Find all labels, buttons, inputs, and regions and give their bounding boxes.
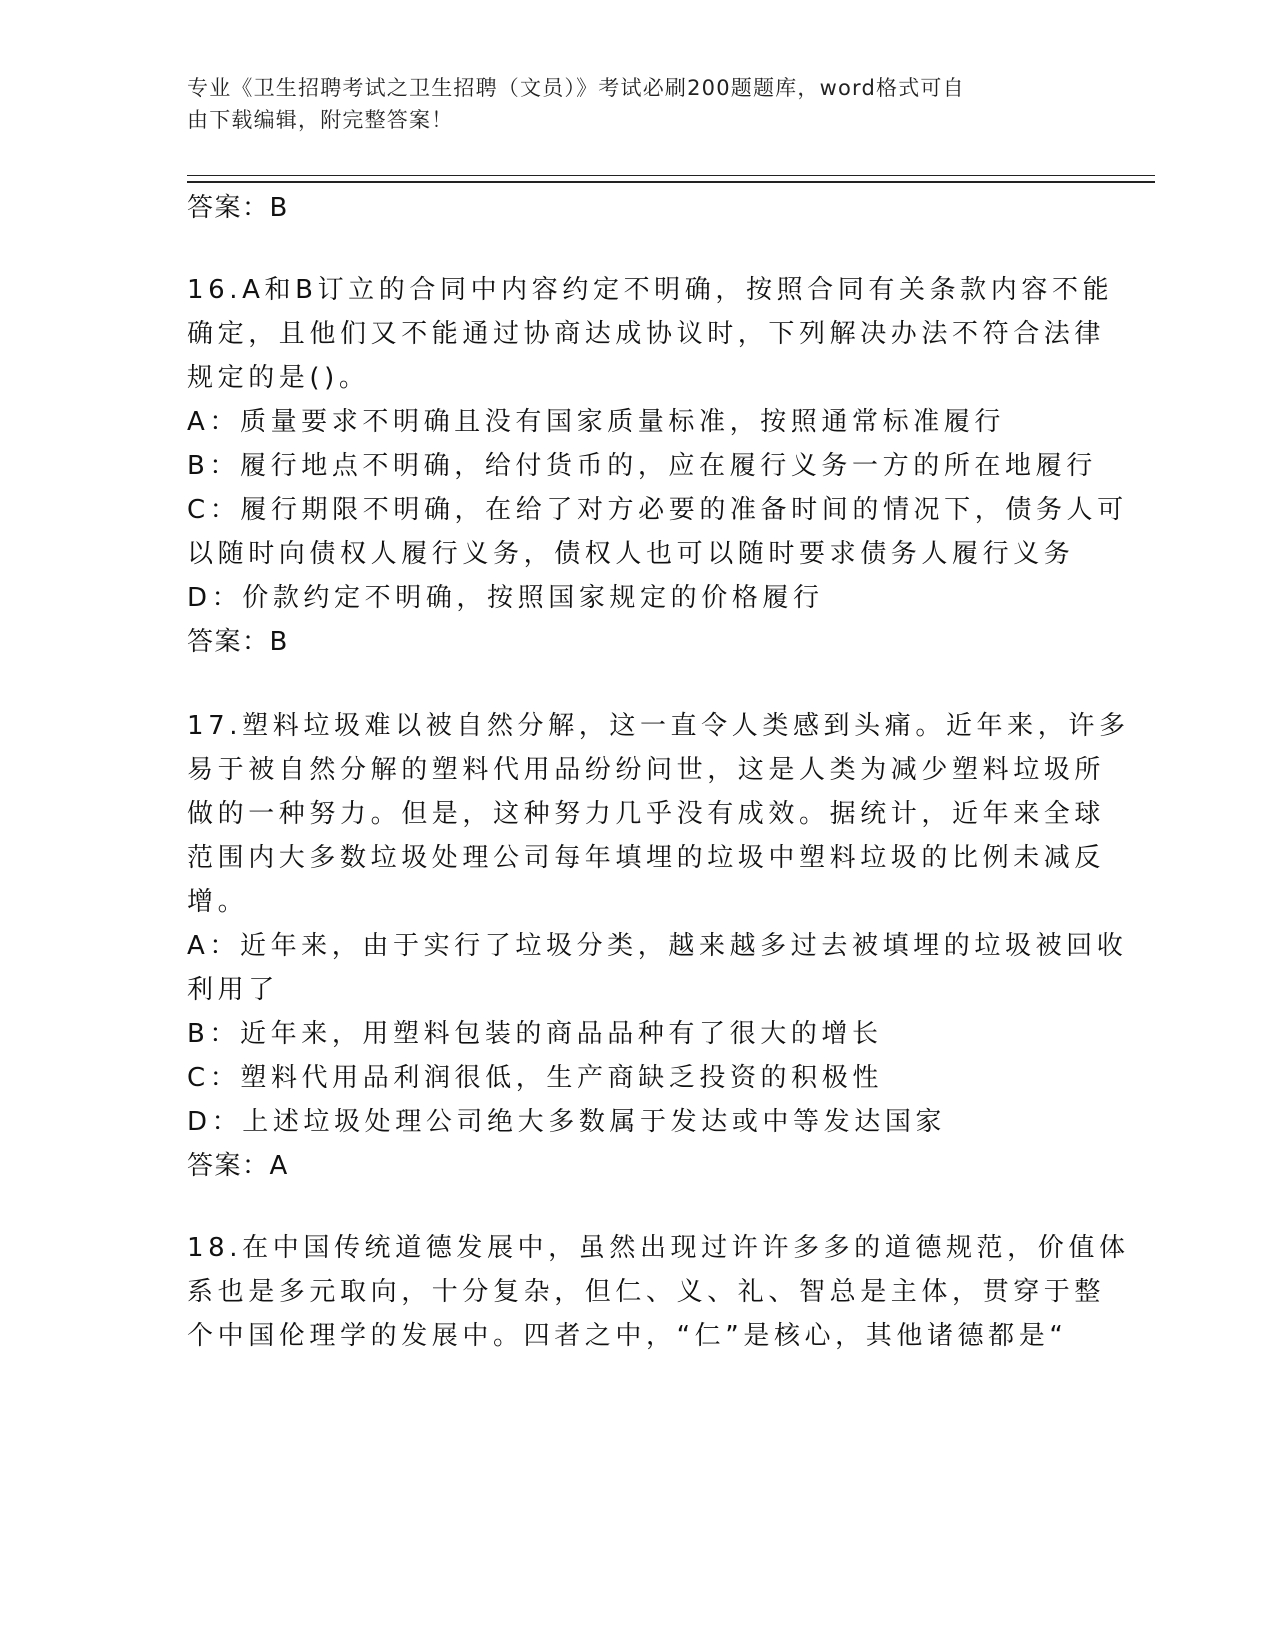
q18-stem-line: 18.在中国传统道德发展中，虽然出现过许许多多的道德规范，价值体 xyxy=(187,1233,1130,1263)
q17-option-a: A：近年来，由于实行了垃圾分类，越来越多过去被填埋的垃圾被回收 xyxy=(187,931,1128,961)
q16-option-b: B：履行地点不明确，给付货币的，应在履行义务一方的所在地履行 xyxy=(187,451,1097,481)
q17-option-c: C：塑料代用品利润很低，生产商缺乏投资的积极性 xyxy=(187,1063,883,1093)
q16-stem-line: 规定的是()。 xyxy=(187,363,370,393)
answer-17: 答案：A xyxy=(187,1151,289,1181)
q18-stem-line: 系也是多元取向，十分复杂，但仁、义、礼、智总是主体，贯穿于整 xyxy=(187,1277,1106,1307)
answer-16: 答案：B xyxy=(187,627,289,657)
q16-option-a: A：质量要求不明确且没有国家质量标准，按照通常标准履行 xyxy=(187,407,1005,437)
q17-stem-line: 范围内大多数垃圾处理公司每年填埋的垃圾中塑料垃圾的比例未减反 xyxy=(187,843,1106,873)
q16-option-c-cont: 以随时向债权人履行义务，债权人也可以随时要求债务人履行义务 xyxy=(187,539,1075,569)
answer-15: 答案：B xyxy=(187,193,289,223)
q17-stem-line: 做的一种努力。但是，这种努力几乎没有成效。据统计，近年来全球 xyxy=(187,799,1106,829)
header-title-line-2: 由下载编辑，附完整答案！ xyxy=(187,108,454,132)
q17-stem-line: 增。 xyxy=(187,887,249,917)
q17-option-b: B：近年来，用塑料包装的商品品种有了很大的增长 xyxy=(187,1019,883,1049)
q17-stem-line: 17.塑料垃圾难以被自然分解，这一直令人类感到头痛。近年来，许多 xyxy=(187,711,1130,741)
document-header xyxy=(187,72,1067,136)
header-divider-thin xyxy=(187,175,1155,176)
q16-stem-line: 确定，且他们又不能通过协商达成协议时，下列解决办法不符合法律 xyxy=(187,319,1106,349)
q16-stem-line: 16.A和B订立的合同中内容约定不明确，按照合同有关条款内容不能 xyxy=(187,275,1114,305)
header-title-line-1: 专业《卫生招聘考试之卫生招聘（文员）》考试必刷200题题库，word格式可自 xyxy=(187,76,965,100)
q16-option-c: C：履行期限不明确，在给了对方必要的准备时间的情况下，债务人可 xyxy=(187,495,1128,525)
q17-option-d: D：上述垃圾处理公司绝大多数属于发达或中等发达国家 xyxy=(187,1107,947,1137)
q17-stem-line: 易于被自然分解的塑料代用品纷纷问世，这是人类为减少塑料垃圾所 xyxy=(187,755,1106,785)
header-divider-thick xyxy=(187,181,1155,183)
q16-option-d: D：价款约定不明确，按照国家规定的价格履行 xyxy=(187,583,824,613)
q18-stem-line: 个中国伦理学的发展中。四者之中，“仁”是核心，其他诸德都是“ xyxy=(187,1321,1068,1351)
q17-option-a-cont: 利用了 xyxy=(187,975,279,1005)
